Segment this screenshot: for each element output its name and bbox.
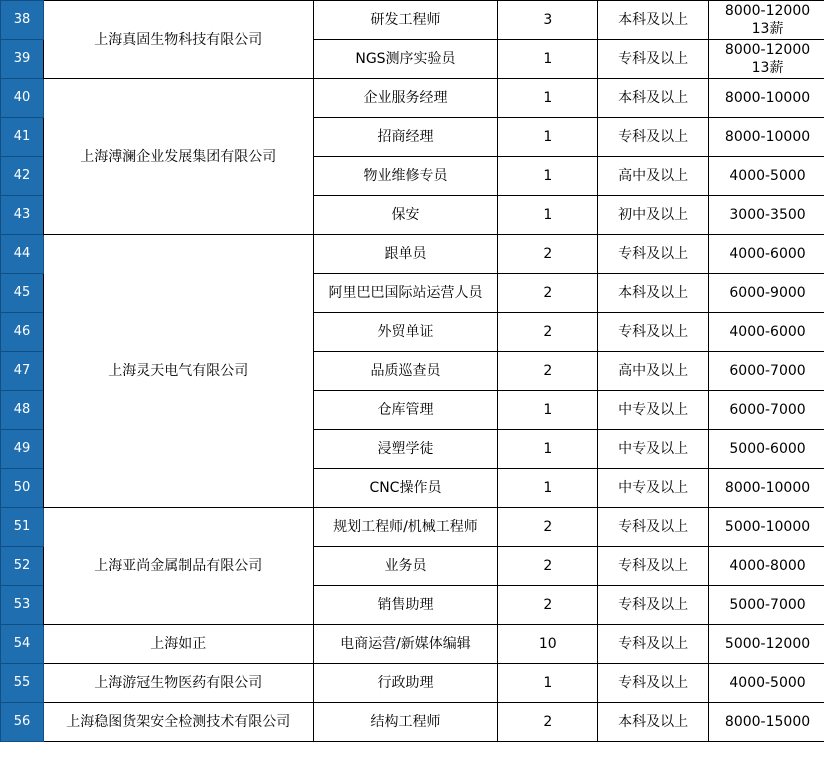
headcount: 1: [498, 391, 598, 430]
salary-value: 4000-6000: [729, 246, 806, 262]
headcount: 2: [498, 313, 598, 352]
position-name: 结构工程师: [313, 703, 498, 742]
education-requirement: 本科及以上: [598, 1, 709, 40]
salary-range: [709, 664, 827, 703]
salary-note: 13薪: [751, 21, 784, 37]
headcount: 10: [498, 625, 598, 664]
row-number: 40: [1, 79, 44, 118]
education-requirement: 中专及以上: [598, 430, 709, 469]
headcount: 1: [498, 79, 598, 118]
salary-range: [709, 469, 827, 508]
salary-range: [709, 274, 827, 313]
position-name: 销售助理: [313, 586, 498, 625]
salary-value: 8000-15000: [724, 714, 811, 730]
headcount: 3: [498, 1, 598, 40]
salary-value: 8000-10000: [724, 480, 811, 496]
row-number: 55: [1, 664, 44, 703]
company-name: 上海稳图货架安全检测技术有限公司: [43, 703, 313, 742]
row-number: 53: [1, 586, 44, 625]
salary-range: [709, 313, 827, 352]
position-name: 行政助理: [313, 664, 498, 703]
position-name: 业务员: [313, 547, 498, 586]
education-requirement: 中专及以上: [598, 469, 709, 508]
education-requirement: 本科及以上: [598, 274, 709, 313]
table-row: [1, 625, 827, 664]
education-requirement: 本科及以上: [598, 79, 709, 118]
salary-value: 8000-10000: [724, 129, 811, 145]
salary-range: [709, 352, 827, 391]
row-number: 41: [1, 118, 44, 157]
salary-range: [709, 703, 827, 742]
salary-value: 3000-3500: [729, 207, 806, 223]
headcount: 1: [498, 469, 598, 508]
education-requirement: 专科及以上: [598, 313, 709, 352]
education-requirement: 专科及以上: [598, 508, 709, 547]
position-name: 研发工程师: [313, 1, 498, 40]
row-number: 46: [1, 313, 44, 352]
position-name: 浸塑学徒: [313, 430, 498, 469]
table-row: [1, 79, 827, 118]
row-number: 52: [1, 547, 44, 586]
position-name: 品质巡查员: [313, 352, 498, 391]
salary-value: 6000-7000: [729, 363, 806, 379]
education-requirement: 专科及以上: [598, 40, 709, 79]
company-name: 上海如正: [43, 625, 313, 664]
headcount: 2: [498, 586, 598, 625]
headcount: 2: [498, 508, 598, 547]
row-number: 48: [1, 391, 44, 430]
education-requirement: 高中及以上: [598, 157, 709, 196]
headcount: 2: [498, 352, 598, 391]
education-requirement: 高中及以上: [598, 352, 709, 391]
salary-value: 5000-7000: [729, 597, 806, 613]
education-requirement: 专科及以上: [598, 547, 709, 586]
salary-value: 6000-7000: [729, 402, 806, 418]
table-row: [1, 235, 827, 274]
row-number: 50: [1, 469, 44, 508]
education-requirement: 专科及以上: [598, 664, 709, 703]
salary-range: [709, 1, 827, 40]
education-requirement: 专科及以上: [598, 118, 709, 157]
table-row: [1, 1, 827, 40]
row-number: 44: [1, 235, 44, 274]
position-name: NGS测序实验员: [313, 40, 498, 79]
position-name: 保安: [313, 196, 498, 235]
salary-range: [709, 235, 827, 274]
salary-value: 8000-12000: [724, 3, 811, 19]
headcount: 1: [498, 157, 598, 196]
row-number: 56: [1, 703, 44, 742]
salary-range: [709, 40, 827, 79]
headcount: 1: [498, 664, 598, 703]
education-requirement: 专科及以上: [598, 625, 709, 664]
row-number: 39: [1, 40, 44, 79]
education-requirement: 初中及以上: [598, 196, 709, 235]
headcount: 1: [498, 40, 598, 79]
salary-range: [709, 391, 827, 430]
headcount: 1: [498, 196, 598, 235]
position-name: 规划工程师/机械工程师: [313, 508, 498, 547]
salary-value: 4000-5000: [729, 168, 806, 184]
table-row: [1, 508, 827, 547]
salary-note: 13薪: [751, 60, 784, 76]
position-name: 物业维修专员: [313, 157, 498, 196]
table-row: [1, 664, 827, 703]
row-number: 38: [1, 1, 44, 40]
headcount: 2: [498, 274, 598, 313]
salary-value: 5000-6000: [729, 441, 806, 457]
headcount: 2: [498, 703, 598, 742]
company-name: 上海溥澜企业发展集团有限公司: [43, 79, 313, 235]
salary-range: [709, 508, 827, 547]
salary-range: [709, 625, 827, 664]
salary-range: [709, 118, 827, 157]
row-number: 45: [1, 274, 44, 313]
salary-range: [709, 79, 827, 118]
salary-value: 8000-10000: [724, 90, 811, 106]
salary-range: [709, 586, 827, 625]
headcount: 1: [498, 430, 598, 469]
company-name: 上海游冠生物医药有限公司: [43, 664, 313, 703]
position-name: 跟单员: [313, 235, 498, 274]
salary-value: 4000-5000: [729, 675, 806, 691]
salary-range: [709, 157, 827, 196]
salary-value: 6000-9000: [729, 285, 806, 301]
position-name: CNC操作员: [313, 469, 498, 508]
salary-range: [709, 430, 827, 469]
education-requirement: 专科及以上: [598, 235, 709, 274]
salary-value: 5000-10000: [724, 519, 811, 535]
position-name: 企业服务经理: [313, 79, 498, 118]
education-requirement: 专科及以上: [598, 586, 709, 625]
row-number: 42: [1, 157, 44, 196]
row-number: 49: [1, 430, 44, 469]
headcount: 1: [498, 118, 598, 157]
position-name: 招商经理: [313, 118, 498, 157]
salary-range: [709, 547, 827, 586]
row-number: 47: [1, 352, 44, 391]
row-number: 51: [1, 508, 44, 547]
education-requirement: 中专及以上: [598, 391, 709, 430]
education-requirement: 本科及以上: [598, 703, 709, 742]
salary-value: 4000-6000: [729, 324, 806, 340]
salary-value: 5000-12000: [724, 636, 811, 652]
company-name: 上海真固生物科技有限公司: [43, 1, 313, 79]
headcount: 2: [498, 547, 598, 586]
position-name: 阿里巴巴国际站运营人员: [313, 274, 498, 313]
row-number: 54: [1, 625, 44, 664]
company-name: 上海亚尚金属制品有限公司: [43, 508, 313, 625]
position-name: 外贸单证: [313, 313, 498, 352]
salary-value: 4000-8000: [729, 558, 806, 574]
row-number: 43: [1, 196, 44, 235]
headcount: 2: [498, 235, 598, 274]
position-name: 电商运营/新媒体编辑: [313, 625, 498, 664]
company-name: 上海灵天电气有限公司: [43, 235, 313, 508]
table-row: [1, 703, 827, 742]
position-name: 仓库管理: [313, 391, 498, 430]
salary-range: [709, 196, 827, 235]
salary-value: 8000-12000: [724, 42, 811, 58]
